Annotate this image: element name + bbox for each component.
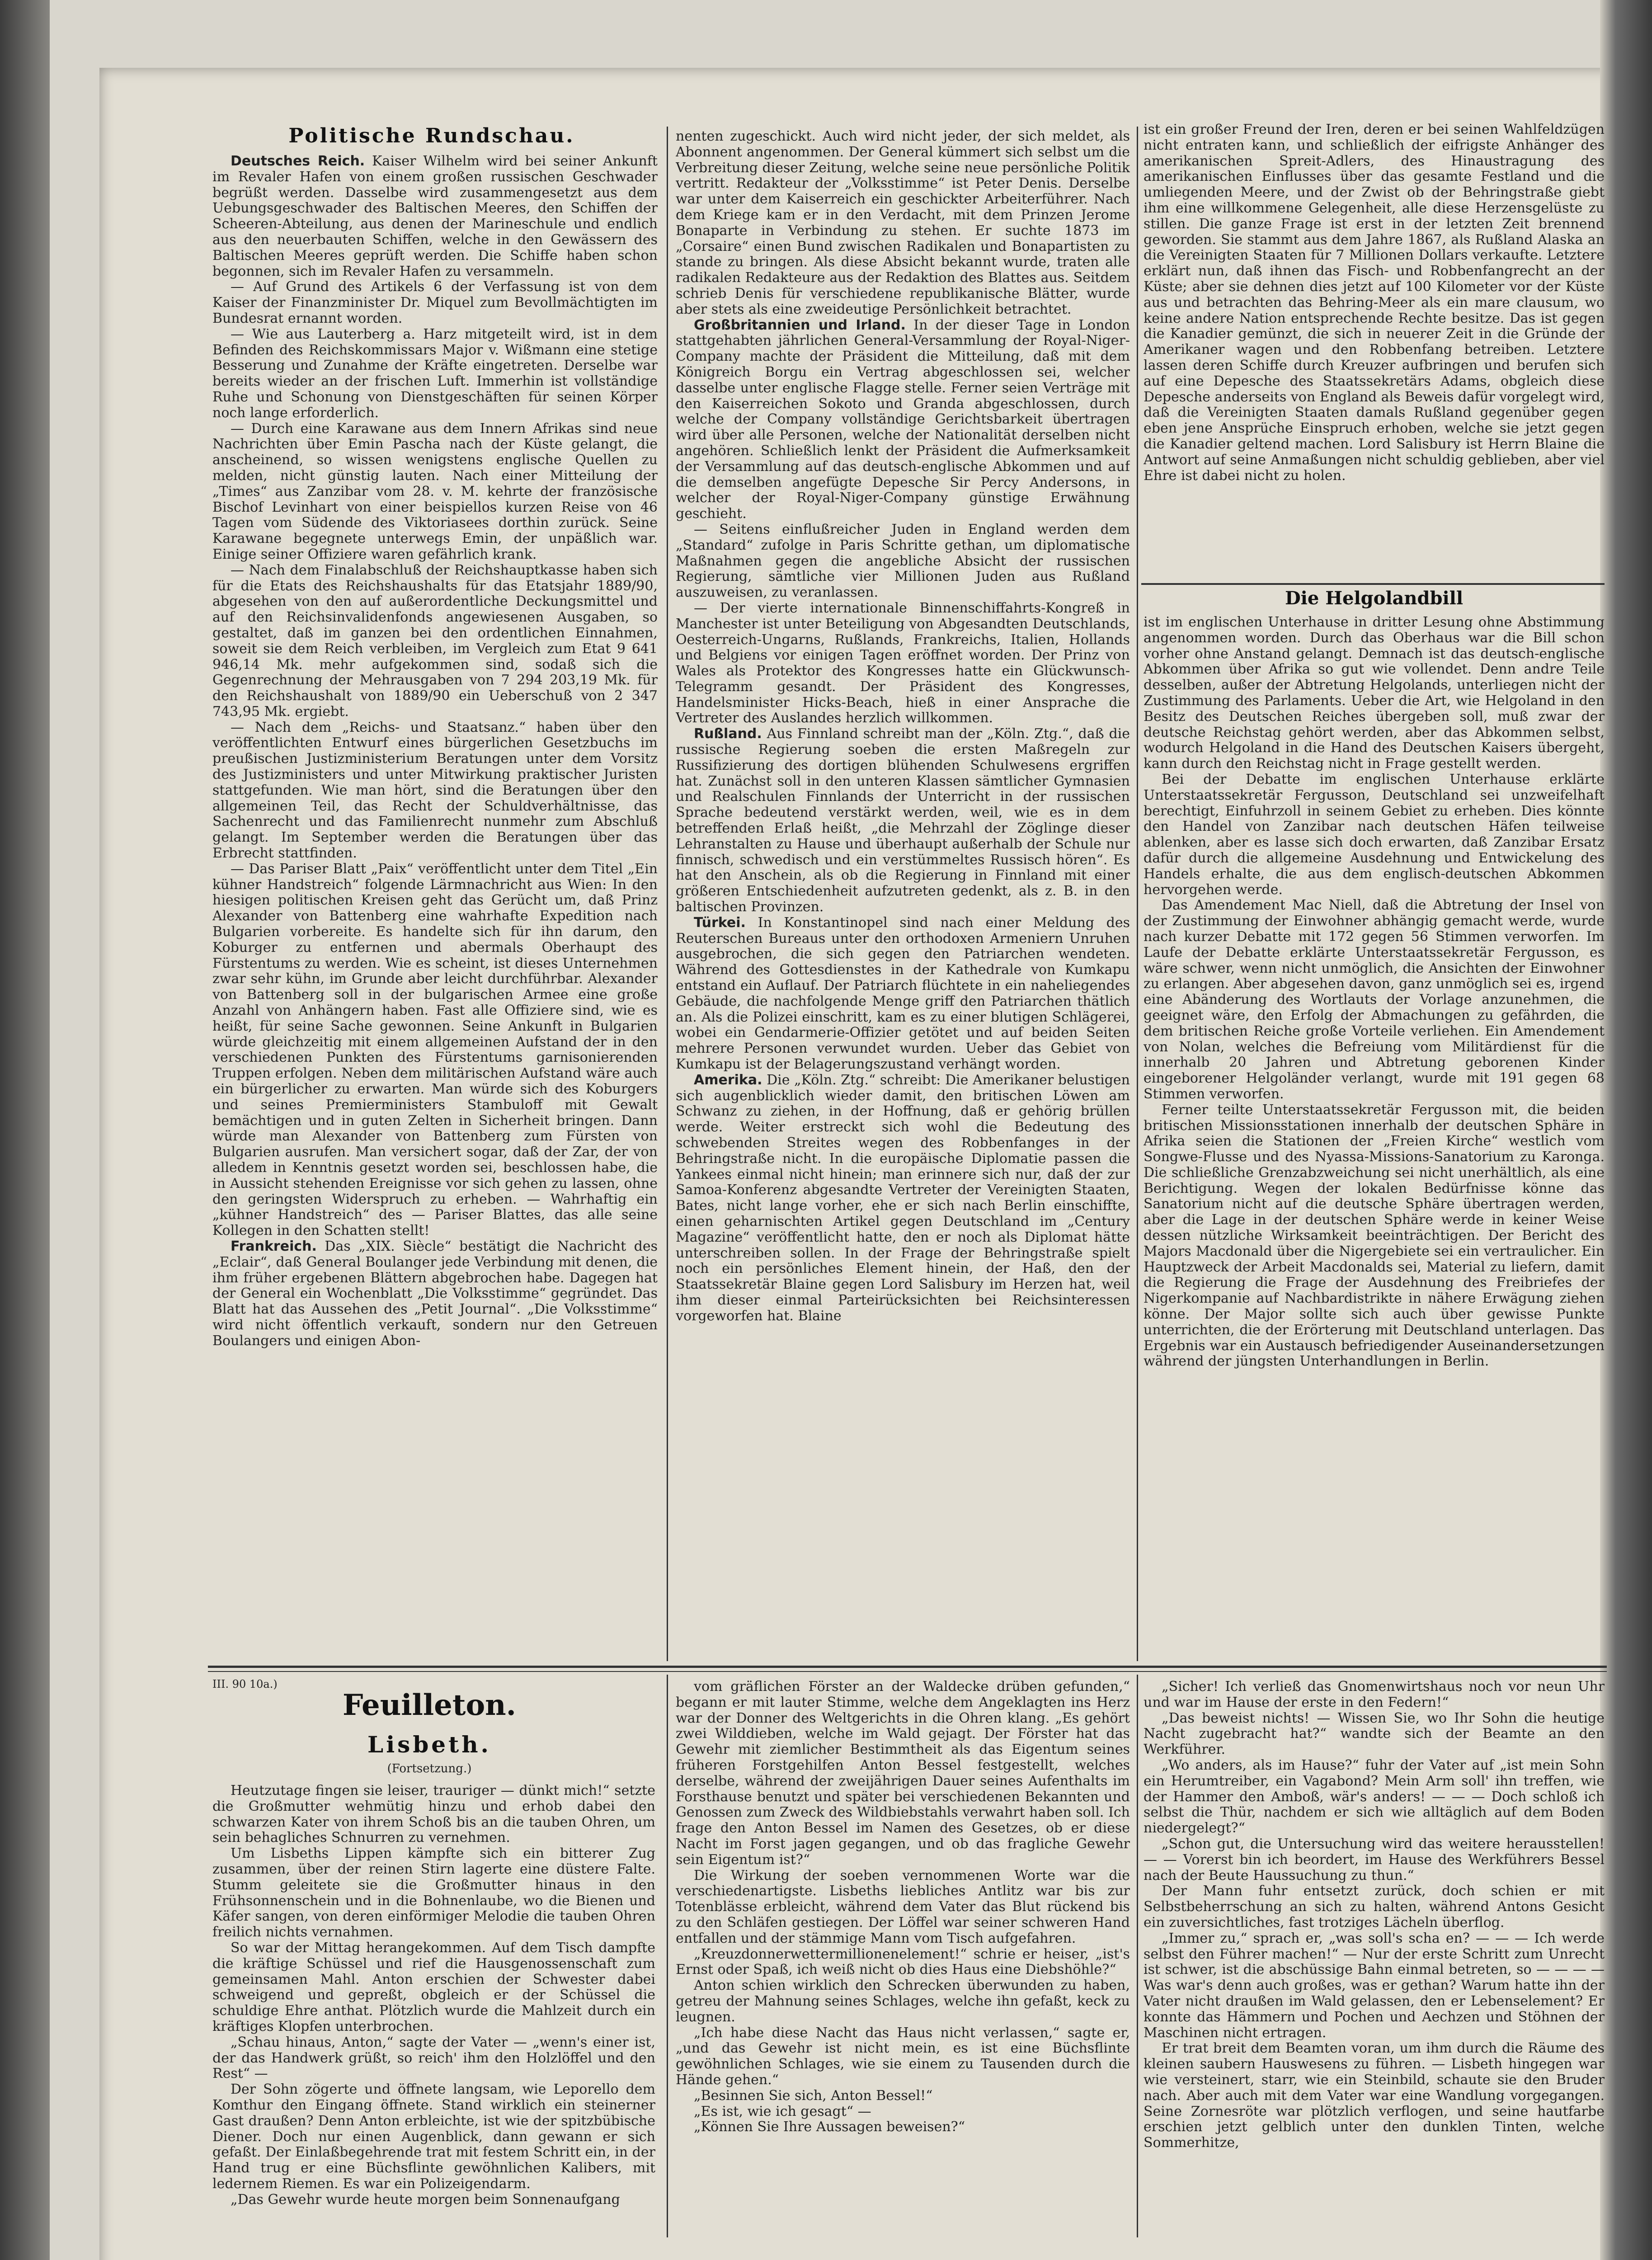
article-paragraph — [676, 915, 1130, 1073]
article-paragraph — [212, 1239, 658, 1349]
article-paragraph — [676, 129, 1130, 318]
article-paragraph — [1144, 122, 1605, 484]
story-paragraph: „Es ist, wie ich gesagt“ — — [694, 2103, 871, 2119]
article-heading: Türkei. — [694, 914, 746, 931]
article-paragraph — [1144, 772, 1605, 898]
story-paragraph: Heutzutage fingen sie leiser, trauriger — dünkt mich!“ setzte die Großmutter wehmütig hinzu und erhob dabei den schwarzen Kater von ihrem Schoß bis an die tauben Ohren, um sein behagliches Schnurren zu vernehmen. — [212, 1783, 655, 1846]
column-rule — [1137, 1675, 1138, 2237]
article-paragraph — [212, 720, 658, 862]
helgoland-column — [1144, 615, 1605, 1659]
article-paragraph — [676, 1073, 1130, 1324]
story-paragraph: „Wo anders, als im Hause?“ fuhr der Vater auf „ist mein Sohn ein Herumtreiber, ein Vagabond? Mein Arm soll' ihn treffen, wie der Hammer den Amboß, wär's anders! — — — Doch schloß ich selbst die Thür, nachdem er sich wie alltäglich auf dem Boden niedergelegt?“ — [1144, 1757, 1605, 1836]
article-heading: Großbritannien und Irland. — [694, 317, 906, 333]
article-text: In der dieser Tage in London stattgehabten jährlichen General-Versammlung der Royal-Niger-Company machte der Präsident die Mitteilung, daß mit dem Königreich Borgu ein Vertrag abgeschlossen sei, welcher dasselbe unter englische Flagge stelle. Ferner seien Verträge mit den Kaiserreichen Sokoto und Granda abgeschlossen, durch welche der Company vollständige Gerichtsbarkeit übertragen wird über alle Personen, welche der Nationalität derselben nicht angehören. Schließlich lenkt der Präsident die Aufmerksamkeit der Versammlung auf das deutsch-englische Abkommen und auf die demselben angefügte Depesche Sir Percy Andersons, in welcher der Royal-Niger-Company günstige Erwähnung geschieht. — [676, 317, 1130, 522]
article-heading: Deutsches Reich. — [231, 154, 365, 169]
story-continued: (Fortsetzung.) — [387, 1762, 472, 1775]
feuilleton-mark: III. 90 10a.) — [212, 1678, 278, 1690]
feuilleton-column-2 — [676, 1679, 1130, 2235]
article-text: — Der vierte internationale Binnenschiffahrts-Kongreß in Manchester ist unter Beteiligung von Abgesandten Deutschlands, Oesterreich-Ungarns, Rußlands, Frankreichs, Italien, Hollands und Belgiens vor einigen Tagen eröffnet worden. Der Prinz von Wales als Protektor des Kongresses hatte ein Glückwunsch-Telegramm gesandt. Der Präsident des Kongresses, Handelsminister Hicks-Beach, hieß in einer Ansprache die Vertreter des Auslandes herzlich willkommen. — [676, 600, 1130, 726]
section-rule — [1141, 583, 1605, 585]
article-paragraph — [212, 154, 658, 279]
article-text: In Konstantinopel sind nach einer Meldung des Reuterschen Bureaus unter den orthodoxen Armeniern Unruhen ausgebrochen, die sich gegen den Patriarchen wendeten. Während des Gottesdienstes in der Kathedrale von Kumkapu entstand ein Auflauf. Der Patriarch flüchtete in ein naheliegendes Gebäude, die nachfolgende Menge griff den Patriarchen thätlich an. Als die Polizei einschritt, kam es zu einer blutigen Schlägerei, wobei ein Gendarmerie-Offizier getötet und auf beiden Seiten mehrere Personen verwundet wurden. Ueber das Gebiet von Kumkapu ist der Belagerungszustand verhängt worden. — [676, 914, 1130, 1073]
story-paragraph: „Das beweist nichts! — Wissen Sie, wo Ihr Sohn die heutige Nacht zugebracht hat?“ wandte sich der Beamte an den Werkführer. — [1144, 1710, 1605, 1758]
article-text: Kaiser Wilhelm wird bei seiner Ankunft im Revaler Hafen von einem großen russischen Geschwader begrüßt werden. Dasselbe wird zusammengesetzt aus dem Uebungsgeschwader des Baltischen Meeres, den Schiffen der Scheeren-Abteilung, aus denen der Marineschule und endlich aus den neuerbauten Schiffen, welche in den Gewässern des Baltischen Meeres geprüft werden. Die Schiffe haben schon begonnen, sich im Revaler Hafen zu versammeln. — [212, 154, 658, 279]
article-paragraph — [1144, 1102, 1605, 1370]
rundschau-column-3 — [1144, 122, 1605, 576]
article-text: Das Amendement Mac Niell, daß die Abtretung der Insel von der Zustimmung der Einwohner abhängig gemacht werde, wurde nach kurzer Debatte mit 172 gegen 56 Stimmen verworfen. Im Laufe der Debatte erklärte Unterstaatssekretär Fergusson, es wäre schwer, wenn nicht unmöglich, die Ansichten der Einwohner zu erlangen. Aber abgesehen davon, ganz unmöglich sei es, irgend eine Abänderung des Wortlauts der Vorlage anzunehmen, die geeignet wäre, den Erfolg der Abmachungen zu gefährden, die dem britischen Reiche große Vorteile verliehen. Ein Amendement von Nolan, welches die Befreiung vom Militärdienst für die innerhalb 20 Jahren und Abtretung geborenen Kinder eingeborener Helgoländer verlangt, wurde mit 191 gegen 68 Stimmen verworfen. — [1144, 897, 1605, 1102]
feuilleton-rule — [208, 1666, 1607, 1668]
story-paragraph: Die Wirkung der soeben vernommenen Worte war die verschiedenartigste. Lisbeths liebliches Antlitz war bis zur Totenblässe erbleicht, während dem Vater das Blut rückend bis zu den Schläfen gestiegen. Der Löffel war seiner schweren Hand entfallen und der stämmige Mann vom Tisch aufgefahren. — [676, 1867, 1130, 1946]
article-paragraph — [212, 327, 658, 421]
story-paragraph: vom gräflichen Förster an der Waldecke drüben gefunden,“ begann er mit lauter Stimme, welche dem Angeklagten ins Herz war der Donner des Weltgerichts in die Ohren klang. „Es gehört zwei Wilddieben, welche im Wald gejagt. Der Förster hat das Gewehr mit ziemlicher Bestimmtheit als das Eigentum seines früheren Forstgehilfen Anton Bessel festgestellt, welches derselbe, während der zweijährigen Dauer seines Aufenthalts im Forsthause benutzt und später bei verschiedenen Bekannten und Genossen zum Zweck des Wildbiebstahls verwahrt haben soll. Ich frage den Anton Bessel im Namen des Gesetzes, ob er diese Nacht im Forst jagen gegangen, und ob das fragliche Gewehr sein Eigentum ist?“ — [676, 1679, 1130, 1868]
article-text: — Das Pariser Blatt „Paix“ veröffentlicht unter dem Titel „Ein kühner Handstreich“ folgende Lärmnachricht aus Wien: In den hiesigen politischen Kreisen geht das Gerücht um, daß Prinz Alexander von Battenberg eine wahrhafte Expedition nach Bulgarien vorbereite. Es handelte sich für ihn darum, den Koburger zu entfernen und abermals Oberhaupt des Fürstentums zu werden. Wie es scheint, ist dieses Unternehmen zwar sehr kühn, im Grunde aber leicht durchführbar. Alexander von Battenberg soll in der bulgarischen Armee eine große Anzahl von Anhängern haben. Fast alle Offiziere sind, wie es heißt, für seine Sache gewonnen. Seine Ankunft in Bulgarien würde gleichzeitig mit einem allgemeinen Aufstand der in den verschiedenen Punkten des Fürstentums garnisonierenden Truppen erfolgen. Neben dem militärischen Aufstand wäre auch ein bürgerlicher zu erwarten. Man würde sich des Koburgers und seines Premierministers Stambuloff mit Gewalt bemächtigen und in guten Zelten in Sicherheit bringen. Dann würde man Alexander von Battenberg zum Fürsten von Bulgarien ausrufen. Man versichert sogar, daß der Zar, der von alledem in Kenntnis gesetzt worden sei, beschlossen habe, die in Aussicht stehenden Ereignisse vor sich gehen zu lassen, ohne den geringsten Widerspruch zu erheben. — Wahrhaftig ein „kühner Handstreich“ des — Pariser Blattes, das alle seine Kollegen in den Schatten stellt! — [212, 861, 658, 1239]
article-text: ist ein großer Freund der Iren, deren er bei seinen Wahlfeldzügen nicht entraten kann, und schließlich der eifrigste Anhänger des amerikanischen Spreit-Adlers, des Hinaustragung des amerikanischen Einflusses über das gesamte Festland und die umliegenden Meere, und der Zwist ob der Behringstraße giebt ihm eine willkommene Gelegenheit, alle diese Herzensgelüste zu stillen. Die ganze Frage ist erst in der letzten Zeit brennend geworden. Sie stammt aus dem Jahre 1867, als Rußland Alaska an die Vereinigten Staaten für 7 Millionen Dollars verkaufte. Letztere erklärt nun, daß ihnen das Fisch- und Robbenfangrecht an der Küste; aber sie dehnen dies jetzt auf 100 Kilometer vor der Küste aus und betrachten das Behring-Meer als ein mare clausum, wo keine andere Nation entsprechende Rechte besitze. Das ist gegen die Kanadier gemünzt, die sich in neuerer Zeit in die Gründe der Amerikaner wagen und den Robbenfang betreiben. Letztere lassen deren Schiffe durch Kreuzer aufbringen und berufen sich auf eine Depesche des Staatssekretärs Adams, obgleich diese Depesche anderseits von England als Beweis dafür vorgelegt wird, daß die Vereinigten Staaten damals Rußland gegenüber gegen eben jene Ansprüche Einspruch erhoben, welche sie jetzt gegen die Kanadier geltend machen. Lord Salisbury ist Herrn Blaine die Antwort auf seine Anmaßungen nicht schuldig geblieben, aber viel Ehre ist dabei nicht zu holen. — [1144, 122, 1605, 484]
story-paragraph: Der Mann fuhr entsetzt zurück, doch schien er mit Selbstbeherrschung an sich zu halten, während Antons Gesicht ein zuversichtliches, fast trotziges Lächeln überflog. — [1144, 1883, 1605, 1930]
story-paragraph: „Kreuzdonnerwettermillionenelement!“ schrie er heiser, „ist's Ernst oder Spaß, ich weiß nicht ob dies Haus eine Diebshöhle?“ — [676, 1946, 1130, 1978]
article-text: Das „XIX. Siècle“ bestätigt die Nachricht des „Eclair“, daß General Boulanger jede Verbindung mit denen, die ihm früher ergebenen Blättern abgebrochen habe. Dagegen hat der General ein Wochenblatt „Die Volksstimme“ gegründet. Das Blatt hat das Aussehen des „Petit Journal“. „Die Volksstimme“ wird nicht öffentlich verkauft, sondern nur den Getreuen Boulangers und einigen Abon- — [212, 1238, 658, 1349]
feuilleton-column-3 — [1144, 1679, 1605, 2235]
article-paragraph — [676, 726, 1130, 915]
article-heading: Frankreich. — [231, 1238, 317, 1254]
column-rule — [667, 1675, 668, 2237]
article-paragraph — [676, 318, 1130, 522]
column-rule — [1137, 127, 1138, 1661]
feuilleton-rule — [208, 1671, 1607, 1672]
column-rule — [667, 127, 668, 1661]
article-text: — Nach dem „Reichs- und Staatsanz.“ haben über den veröffentlichten Entwurf eines bürgerlichen Gesetzbuchs im preußischen Justizministerium Beratungen unter dem Vorsitz des Justizministers und unter Mitwirkung praktischer Juristen stattgefunden. Wie man hört, sind die Beratungen über den allgemeinen Teil, das Recht der Schuldverhältnisse, das Sachenrecht und das Familienrecht nunmehr zum Abschluß gelangt. Im September werden die Beratungen über das Erbrecht stattfinden. — [212, 719, 658, 862]
article-paragraph — [212, 862, 658, 1239]
story-paragraph: „Schau hinaus, Anton,“ sagte der Vater — „wenn's einer ist, der das Handwerk grüßt, so reich' ihm den Holzlöffel und den Rest“ — — [212, 2034, 655, 2082]
story-title: Lisbeth. — [367, 1731, 491, 1758]
story-paragraph: Um Lisbeths Lippen kämpfte sich ein bitterer Zug zusammen, über der reinen Stirn lagerte eine düstere Falte. Stumm geleitete sie die Großmutter hinaus in den Frühsonnenschein und in die Bohnenlaube, wo die Bienen und Käfer sangen, von deren einförmiger Melodie die tauben Ohren freilich nichts vernahmen. — [212, 1846, 655, 1940]
article-paragraph — [676, 522, 1130, 601]
story-paragraph: „Können Sie Ihre Aussagen beweisen?“ — [694, 2119, 965, 2135]
article-text: nenten zugeschickt. Auch wird nicht jeder, der sich meldet, als Abonnent angenommen. Der General kümmert sich selbst um die Verbreitung dieser Zeitung, welche seine neue persönliche Politik vertritt. Redakteur der „Volksstimme“ ist Peter Denis. Derselbe war unter dem Kaiserreich ein geschickter Arbeiterführer. Nach dem Kriege kam er in den Verdacht, mit dem Prinzen Jerome Bonaparte in Verbindung zu stehen. Er suchte 1873 im „Corsaire“ einen Bund zwischen Radikalen und Bonapartisten zu stande zu bringen. Als diese Absicht bekannt wurde, traten alle radikalen Redakteure aus der Redaktion des Blattes aus. Seitdem schrieb Denis für verschiedene republikanische Blätter, wurde aber stets als eine zweideutige Persönlichkeit betrachtet. — [676, 129, 1130, 317]
article-text: — Nach dem Finalabschluß der Reichshauptkasse haben sich für die Etats des Reichshaushalts für das Etatsjahr 1889/90, abgesehen von den auf außerordentliche Deckungsmittel und auf den Reichsinvalidenfonds angewiesenen Ausgaben, so gestaltet, daß im ganzen bei den ordentlichen Einnahmen, soweit sie dem Reich verbleiben, im Vergleich zum Etat 9 641 946,14 Mk. mehr aufgekommen sind, sodaß sich die Gegenrechnung der Mehrausgaben von 7 294 203,19 Mk. für den Reichshaushalt von 1889/90 ein Ueberschuß von 2 347 743,95 Mk. ergiebt. — [212, 562, 658, 720]
article-paragraph — [676, 601, 1130, 726]
article-text: Aus Finnland schreibt man der „Köln. Ztg.“, daß die russische Regierung soeben die ersten Maßregeln zur Russifizierung des dortigen blühenden Schulwesens ergriffen hat. Zunächst soll in den unteren Klassen sämtlicher Gymnasien und Realschulen Finnlands der Unterricht in der russischen Sprache bedeutend verstärkt werden, weil, wie es in dem betreffenden Erlaß heißt, „die Mehrzahl der Zöglinge dieser Lehranstalten zu Hause und überhaupt außerhalb der Schule nur finnisch, schwedisch und ein verstümmeltes Russisch hören“. Es hat den Anschein, als ob die Regierung in Finnland mit einer größeren Entschiedenheit aufzutreten gedenkt, als z. B. in den baltischen Provinzen. — [676, 726, 1130, 915]
article-heading: Rußland. — [694, 726, 762, 742]
rundschau-column-2 — [676, 129, 1130, 1659]
story-paragraph: „Schon gut, die Untersuchung wird das weitere herausstellen! — — Vorerst bin ich beordert, im Hause des Werkführers Bessel nach der Beute Haussuchung zu thun.“ — [1144, 1836, 1605, 1883]
article-text: Ferner teilte Unterstaatssekretär Fergusson mit, die beiden britischen Missionsstationen innerhalb der deutschen Sphäre in Afrika seien die Stationen der „Freien Kirche“ westlich vom Songwe-Flusse und des Nyassa-Missions-Sanatorium zu Karonga. Die schließliche Grenzabzweichung sei nicht unerhältlich, als eine Berichtigung. Wegen der lokalen Bedürfnisse könne das Sanatorium nicht auf die deutsche Sphäre übertragen werden, aber die Lage in der deutschen Sphäre werde in keiner Weise dessen nützliche Wirksamkeit beeinträchtigen. Der Bericht des Majors Macdonald über die Nigergebiete sei ein vertraulicher. Ein Hauptzweck der Arbeit Macdonalds sei, Material zu liefern, damit die Regierung die Frage der Ausdehnung des Freibriefes der Nigerkompanie auf Nachbardistrikte in nähere Erwägung ziehen könne. Der Major sollte sich auch über gewisse Punkte unterrichten, die der Erörterung mit Deutschland unterlagen. Das Ergebnis war ein Austausch befriedigender Auseinandersetzungen während der jüngsten Unterhandlungen in Berlin. — [1144, 1102, 1605, 1370]
article-paragraph — [212, 563, 658, 720]
rundschau-column-1 — [212, 154, 658, 1659]
story-paragraph: Anton schien wirklich den Schrecken überwunden zu haben, getreu der Mahnung seines Schlages, welche ihn gefaßt, keck zu leugnen. — [676, 1978, 1130, 2025]
story-paragraph: „Immer zu,“ sprach er, „was soll's scha en? — — — Ich werde selbst den Führer machen!“ — Nur der erste Schritt zum Unrecht ist schwer, ist die abschüssige Bahn einmal betreten, so — — — — Was war's denn auch großes, was er gethan? Warum hatte ihn der Vater nicht draußen im Wald gelassen, den er Lebenselement? Er konnte das Hämmern und Pochen und Aechzen und Stöhnen der Maschinen nicht ertragen. — [1144, 1930, 1605, 2041]
feuilleton-title: Feuilleton. — [343, 1688, 516, 1722]
section-title-rundschau: Politische Rundschau. — [288, 124, 575, 147]
article-text: — Auf Grund des Artikels 6 der Verfassung ist von dem Kaiser der Finanzminister Dr. Miquel zum Bevollmächtigten im Bundesrat ernannt worden. — [212, 279, 658, 326]
article-paragraph — [212, 279, 658, 326]
article-text: — Seitens einflußreicher Juden in England werden dem „Standard“ zufolge in Paris Schritte gethan, um diplomatische Maßnahmen gegen die angebliche Absicht der russischen Regierung, sämtliche vier Millionen Juden aus Rußland auszuweisen, zu veranlassen. — [676, 521, 1130, 601]
article-text: ist im englischen Unterhause in dritter Lesung ohne Abstimmung angenommen worden. Durch das Oberhaus war die Bill schon vorher ohne Anstand gelangt. Demnach ist das deutsch-englische Abkommen über Afrika so gut wie vollendet. Denn andre Teile desselben, außer der Abtretung Helgolands, unterliegen nicht der Zustimmung des Parlaments. Ueber die Art, wie Helgoland in den Besitz des Deutschen Reiches übergeben soll, muß zwar der deutsche Reichstag gehört werden, aber das Abkommen selbst, wodurch Helgoland in die Hand des Deutschen Kaisers übergeht, kann durch den Reichstag nicht in Frage gestellt werden. — [1144, 615, 1605, 772]
story-paragraph: „Das Gewehr wurde heute morgen beim Sonnenaufgang — [231, 2191, 620, 2208]
article-text: — Durch eine Karawane aus dem Innern Afrikas sind neue Nachrichten über Emin Pascha nach der Küste gelangt, die anscheinend, so wissen wenigstens englische Quellen zu melden, nicht günstig lauten. Nach einer Mitteilung der „Times“ aus Zanzibar vom 28. v. M. kehrte der französische Bischof Levinhart von einer beispiellos kurzen Reise von 46 Tagen vom Südende des Viktoriasees dorthin zurück. Seine Karawane begegnete unterwegs Emin, der unpäßlich war. Einige seiner Offiziere waren gefährlich krank. — [212, 420, 658, 562]
article-paragraph — [1144, 898, 1605, 1102]
page-edge — [1600, 0, 1652, 2260]
story-paragraph: Er trat breit dem Beamten voran, um ihm durch die Räume des kleinen saubern Hauswesens zu führen. — Lisbeth hingegen war wie versteinert, starr, wie ein Steinbild, schaute sie den Bruder nach. Aber auch mit dem Vater war eine Wandlung vorgegangen. Seine Zornesröte war plötzlich verflogen, und seine hautfarbe erschien jetzt gelblich unter den dunklen Tinten, welche Sommerhitze, — [1144, 2040, 1605, 2151]
article-paragraph — [212, 421, 658, 563]
article-paragraph — [1144, 615, 1605, 772]
article-text: — Wie aus Lauterberg a. Harz mitgeteilt wird, ist in dem Befinden des Reichskommissars Major v. Wißmann eine stetige Besserung und Zunahme der Kräfte eingetreten. Derselbe war bereits wieder an der frischen Luft. Immerhin ist vollständige Ruhe und Schonung von Dienstgeschäften für seinen Körper noch lange erforderlich. — [212, 326, 658, 421]
story-paragraph: „Ich habe diese Nacht das Haus nicht verlassen,“ sagte er, „und das Gewehr ist nicht mein, es ist eine Büchsflinte gewöhnlichen Schlages, wie sie einem zu Tausenden durch die Hände gehen.“ — [676, 2025, 1130, 2088]
feuilleton-column-1 — [212, 1783, 655, 2235]
story-paragraph: So war der Mittag herangekommen. Auf dem Tisch dampfte die kräftige Schüssel und rief die Hausgenossenschaft zum gemeinsamen Mahl. Anton erschien der Schwester dabei schweigend und gepreßt, obgleich er der Schüssel die schuldige Ehre anthat. Plötzlich wurde die Mahlzeit durch ein kräftiges Klopfen unterbrochen. — [212, 1940, 655, 2034]
article-text: Die „Köln. Ztg.“ schreibt: Die Amerikaner belustigen sich augenblicklich wieder damit, den britischen Löwen am Schwanz zu ziehen, in der Hoffnung, daß er gehörig brüllen werde. Weiter erstreckt sich wohl die Bedeutung des schwebenden Streites wegen des Robbenfanges in der Behringstraße nicht. In die europäische Diplomatie passen die Yankees einmal nicht hinein; man erinnere sich nur, daß der zur Samoa-Konferenz abgesandte Vertreter der Vereinigten Staaten, Bates, nicht lange vorher, ehe er sich nach Berlin einschiffte, einen geharnischten Artikel gegen Deutschland im „Century Magazine“ veröffentlicht hatte, den er noch als Diplomat hätte unterschreiben sollen. In der Frage der Behringstraße spielt noch ein persönliches Element hinein, der Haß, den der Staatssekretär Blaine gegen Lord Salisbury im Herzen hat, weil ihm dieser einmal Parteirücksichten bei Reichsinteressen vorgeworfen hat. Blaine — [676, 1072, 1130, 1324]
article-heading: Amerika. — [694, 1072, 762, 1088]
section-title-helgoland: Die Helgolandbill — [1285, 588, 1464, 609]
story-paragraph: Der Sohn zögerte und öffnete langsam, wie Leporello dem Komthur den Eingang öffnete. Stand wirklich ein steinerner Gast draußen? Denn Anton erbleichte, ist wie der spitzbübische Diener. Doch nur einen Augenblick, dann gewann er sich gefaßt. Der Einlaßbegehrende trat mit festem Schritt ein, in der Hand trug er eine Büchsflinte gewöhnlichen Kalibers, mit ledernem Riemen. Es war ein Polizeigendarm. — [212, 2081, 655, 2192]
story-paragraph: „Besinnen Sie sich, Anton Bessel!“ — [694, 2087, 933, 2104]
article-text: Bei der Debatte im englischen Unterhause erklärte Unterstaatssekretär Fergusson, Deutschland sei unzweifelhaft berechtigt, Einfuhrzoll in seinem Gebiet zu erheben. Dies könnte den Handel von Zanzibar nach deutschen Häfen teilweise ablenken, aber es lasse sich doch erwarten, daß Zanzibar Ersatz dafür durch die allgemeine Ausdehnung und Entwickelung des Handels erhalte, die aus dem englisch-deutschen Abkommen hervorgehen werde. — [1144, 771, 1605, 898]
story-paragraph: „Sicher! Ich verließ das Gnomenwirtshaus noch vor neun Uhr und war im Hause der erste in den Federn!“ — [1144, 1679, 1605, 1710]
